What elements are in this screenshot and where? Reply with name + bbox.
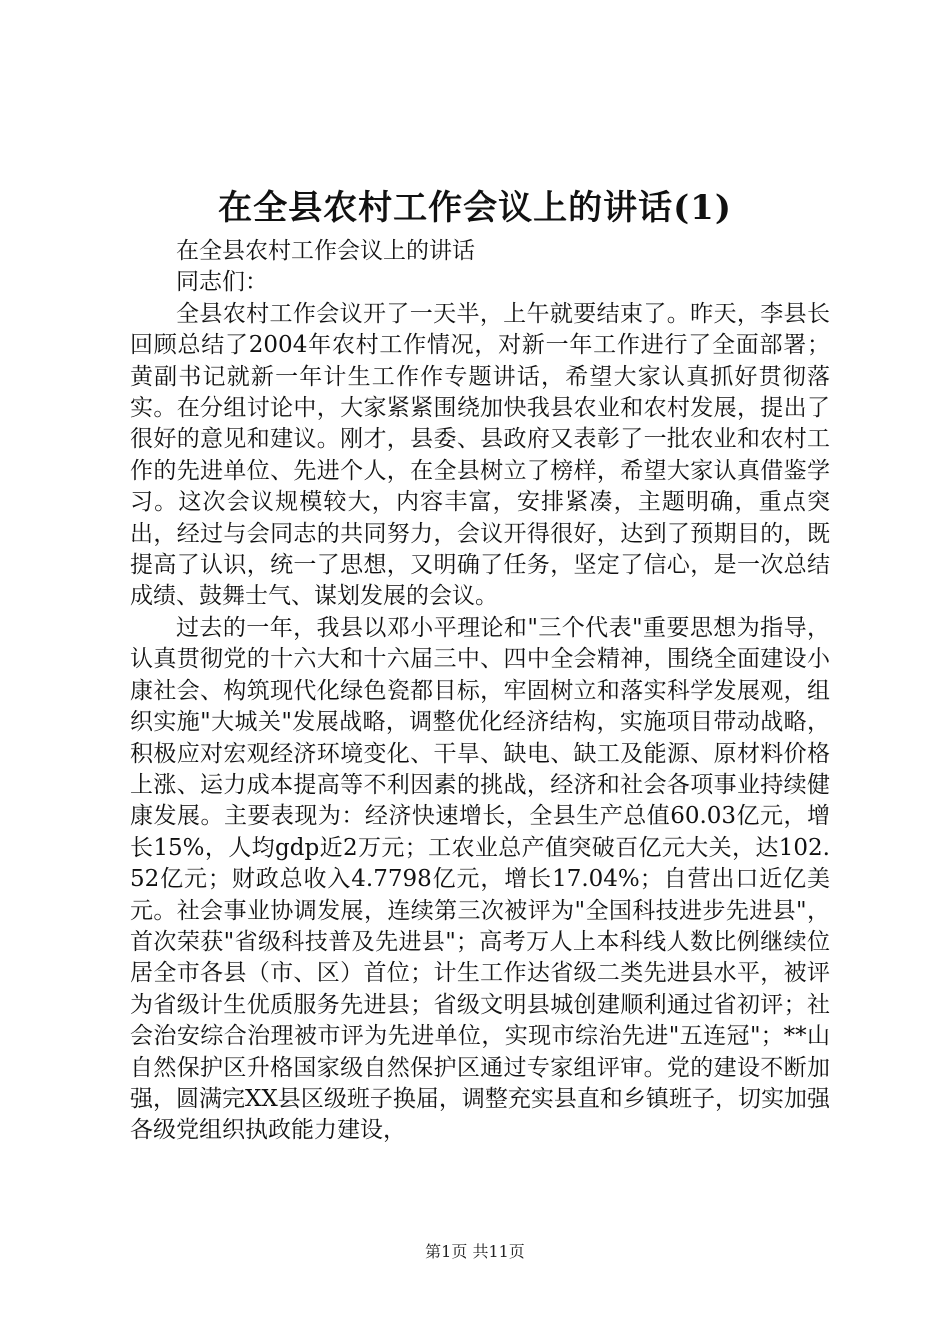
salutation: 同志们： bbox=[176, 269, 268, 296]
page-number-footer: 第1页 共11页 bbox=[425, 1242, 525, 1261]
paragraph-2: 过去的一年，我县以邓小平理论和"三个代表"重要思想为指导，认真贯彻党的十六大和十六届三中、四中全会精神，围绕全面建设小康社会、构筑现代化绿色瓷都目标，牢固树立和落实科学发展观，组织实施"大城关"发展战略，调整优化经济结构，实施项目带动战略，积极应对宏观经济环境变化、干旱、缺电、缺工及能源、原材料价格上涨、运力成本提高等不利因素的挑战，经济和社会各项事业持续健康发展。主要表现为：经济快速增长，全县生产总值60.03亿元，增长15%，人均gdp近2万元；工农业总产值突破百亿元大关，达102.52亿元；财政总收入4.7798亿元，增长17.04%；自营出口近亿美元。社会事业协调发展，连续第三次被评为"全国科技进步先进县"，首次荣获"省级科技普及先进县"；高考万人上本科线人数比例继续位居全市各县（市、区）首位；计生工作达省级二类先进县水平，被评为省级计生优质服务先进县；省级文明县城创建顺利通过省初评；社会治安综合治理被市评为先进单位，实现市综治先进"五连冠"；**山自然保护区升格国家级自然保护区通过专家组评审。党的建设不断加强，圆满完XX县区级班子换届，调整充实县直和乡镇班子，切实加强各级党组织执政能力建设， bbox=[130, 614, 830, 1144]
paragraph-1: 全县农村工作会议开了一天半，上午就要结束了。昨天，李县长回顾总结了2004年农村工作情况，对新一年工作进行了全面部署；黄副书记就新一年计生工作作专题讲话，希望大家认真抓好贯彻落实。在分组讨论中，大家紧紧围绕加快我县农业和农村发展，提出了很好的意见和建议。刚才，县委、县政府又表彰了一批农业和农村工作的先进单位、先进个人，在全县树立了榜样，希望大家认真借鉴学习。这次会议规模较大，内容丰富，安排紧凑，主题明确，重点突出，经过与会同志的共同努力，会议开得很好，达到了预期目的，既提高了认识，统一了思想，又明确了任务，坚定了信心，是一次总结成绩、鼓舞士气、谋划发展的会议。 bbox=[130, 300, 830, 610]
document-body bbox=[130, 236, 830, 1147]
document-title: 在全县农村工作会议上的讲话(1) bbox=[218, 188, 732, 228]
document-subtitle: 在全县农村工作会议上的讲话 bbox=[176, 238, 475, 264]
